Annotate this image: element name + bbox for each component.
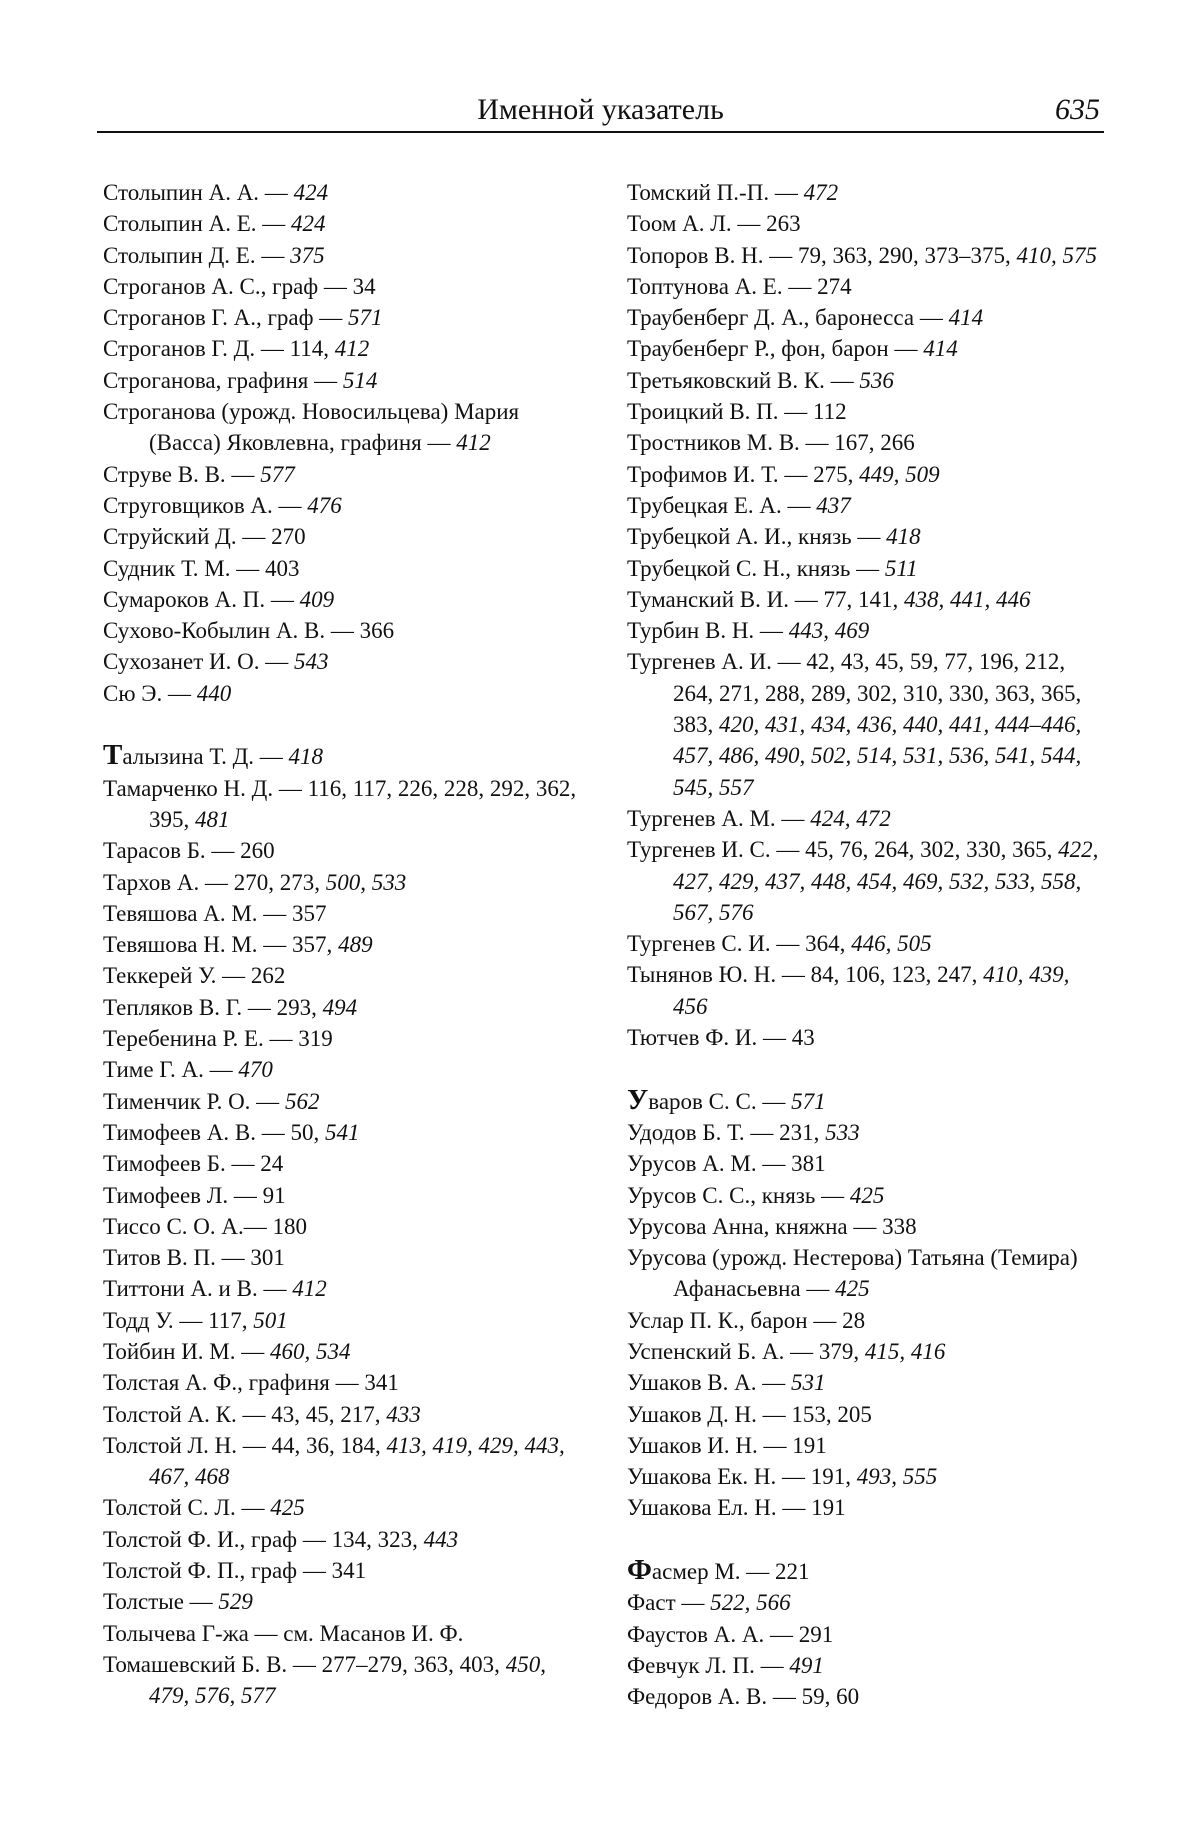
entry-text: Строганова, графиня — [103,367,343,393]
index-entry [627,396,1107,427]
entry-text: Фаустов А. А. — 291 [627,1621,834,1647]
index-entry [103,1649,583,1712]
entry-text: Судник Т. М. — 403 [103,555,300,581]
index-entry [103,459,583,490]
index-entry [103,302,583,333]
entry-text: Титов В. П. — 301 [103,1245,285,1271]
entry-pages: 418 [886,524,921,550]
entry-pages: 443, 469 [788,618,870,644]
running-title: Именной указатель [477,93,724,126]
index-entry [103,867,583,898]
index-entry [627,834,1107,928]
entry-text: Тоом А. Л. — 263 [627,211,801,237]
section-gap [627,1524,1107,1555]
entry-text: Толстой А. К. — 43, 45, 217, [103,1401,387,1427]
entry-pages: 409 [299,586,335,612]
entry-text: Струговщиков А. — [103,492,308,518]
section-gap [103,709,583,740]
entry-pages: 412 [334,336,370,362]
entry-text: Федоров А. В. — 59, 60 [627,1684,860,1710]
index-entry [627,1681,1107,1712]
entry-pages: 413, 419, 429, 443, 467, 468 [149,1432,565,1490]
entry-pages: 437 [816,492,851,518]
entry-text: Толстая А. Ф., графиня — 341 [103,1370,399,1396]
entry-pages: 491 [789,1652,824,1678]
entry-pages: 481 [195,806,230,832]
entry-pages: 414 [948,305,984,331]
index-entry [627,177,1107,208]
index-entry [103,1399,583,1430]
entry-pages: 514 [342,367,378,393]
entry-text: Ушаков И. Н. — 191 [627,1432,827,1458]
entry-text: Трофимов И. Т. — 275, [627,461,860,487]
entry-text: Тынянов Ю. Н. — 84, 106, 123, 247, [627,962,984,988]
section-gap [627,1053,1107,1084]
index-entry [627,959,1107,1022]
entry-text: Третьяковский В. К. — [627,367,860,393]
index-entry [103,740,583,772]
index-entry [103,615,583,646]
entry-text: Тепляков В. Г. — 293, [103,994,323,1020]
index-entry [103,1023,583,1054]
entry-text: Тименчик Р. О. — [103,1088,285,1114]
entry-text: Толстой Ф. И., граф — 134, 323, [103,1526,424,1552]
entry-pages: 424, 472 [810,805,891,831]
index-entry [103,1336,583,1367]
index-entry [627,208,1107,239]
entry-pages: 418 [288,744,324,770]
index-entry [103,521,583,552]
entry-pages: 531 [791,1370,826,1396]
entry-text: Строганов Г. А., граф — [103,305,349,331]
entry-text: Тимофеев Л. — 91 [103,1182,286,1208]
index-entry [627,302,1107,333]
entry-text: Услар П. К., барон — 28 [627,1307,866,1333]
index-entry [103,646,583,677]
entry-text: Толстые — [103,1589,219,1615]
index-entry [103,584,583,615]
entry-text: Теребенина Р. Е. — 319 [103,1026,333,1052]
entry-pages: 424 [291,211,326,237]
entry-pages: 501 [253,1307,288,1333]
index-entry [627,1430,1107,1461]
entry-text: Ушаков В. А. — [627,1370,791,1396]
entry-pages: 414 [923,336,958,362]
entry-text: Сумароков А. П. — [103,586,300,612]
entry-text: Тростников М. В. — 167, 266 [627,430,915,456]
index-entry [103,333,583,364]
entry-text: Строганов А. С., граф — 34 [103,273,376,299]
index-entry [627,1587,1107,1618]
index-entry [103,929,583,960]
index-entry [103,365,583,396]
index-entry [103,208,583,239]
entry-text: Траубенберг Р., фон, барон — [627,336,924,362]
entry-pages: 412 [456,430,491,456]
entry-pages: 541 [324,1119,360,1145]
section-initial: У [627,1083,649,1116]
index-entry [627,1650,1107,1681]
entry-text: Сю Э. — [103,680,197,706]
index-entry [103,678,583,709]
entry-text: Трубецкая Е. А. — [627,492,817,518]
index-entry [627,1022,1107,1053]
index-entry [627,1461,1107,1492]
index-entry [627,1555,1107,1587]
entry-pages: 450, 479, 576, 577 [149,1651,546,1709]
entry-pages: 412 [292,1276,327,1302]
entry-pages: 500, 533 [325,869,407,895]
index-entry [627,1619,1107,1650]
entry-pages: 493, 555 [856,1464,938,1490]
entry-text: Урусов А. М. — 381 [627,1151,826,1177]
index-entry [627,1399,1107,1430]
section-initial: Т [103,739,123,772]
section-initial: Ф [627,1554,652,1587]
entry-pages: 446, 505 [851,931,932,957]
entry-text: Троицкий В. П. — 112 [627,399,847,425]
index-entry [103,1148,583,1179]
entry-pages: 425 [849,1182,885,1208]
entry-pages: 494 [322,994,358,1020]
entry-pages: 433 [386,1401,421,1427]
entry-text: Столыпин Д. Е. — [103,242,291,268]
index-entry [103,1242,583,1273]
entry-pages: 536 [859,367,894,393]
entry-text: Строганов Г. Д. — 114, [103,336,335,362]
entry-text: Урусова Анна, княжна — 338 [627,1213,917,1239]
entry-pages: 375 [290,242,325,268]
index-entry [103,1054,583,1085]
entry-text: Толстой Л. Н. — 44, 36, 184, [103,1432,387,1458]
right-column [627,177,1107,1713]
entry-text: Толстой Ф. П., граф — 341 [103,1558,367,1584]
entry-text: Тевяшова А. М. — 357 [103,900,327,926]
entry-text: Трубецкой А. И., князь — [627,524,887,550]
entry-text: Тимофеев Б. — 24 [103,1151,284,1177]
index-entry [103,1367,583,1398]
entry-text: Томский П.-П. — [627,180,804,205]
index-entry [103,1117,583,1148]
entry-text: Тархов А. — 270, 273, [103,869,326,895]
entry-text: Столыпин А. А. — [103,180,294,205]
entry-pages: 425 [835,1276,870,1302]
entry-text: варов С. С. — [648,1088,792,1114]
entry-text: асмер М. — 221 [651,1559,810,1585]
index-entry [627,1492,1107,1523]
entry-text: Струйский Д. — 270 [103,524,306,550]
page-number: 635 [1055,93,1100,126]
index-entry [627,490,1107,521]
index-entry [103,898,583,929]
index-entry [103,773,583,836]
entry-pages: 410, 439, 456 [673,962,1070,1019]
index-entry [103,835,583,866]
index-entry [627,1148,1107,1179]
entry-pages: 472 [803,180,839,205]
index-entry [103,240,583,271]
entry-text: Томашевский Б. В. — 277–279, 363, 403, [103,1651,506,1677]
index-entry [103,1492,583,1523]
index-entry [627,1085,1107,1117]
index-entry [627,584,1107,615]
entry-text: Толстой С. Л. — [103,1495,271,1521]
left-column [103,177,583,1712]
entry-text: Трубецкой С. Н., князь — [627,555,885,581]
index-entry [627,271,1107,302]
entry-text: Урусова (урожд. Нестерова) Татьяна (Темира) Афанасьевна — [627,1245,1078,1302]
entry-text: Титтони А. и В. — [103,1276,293,1302]
index-entry [103,553,583,584]
entry-text: Урусов С. С., князь — [627,1182,850,1208]
index-entry [627,803,1107,834]
entry-pages: 420, 431, 434, 436, 440, 441, 444–446, 457, 486, 490, 502, 514, 531, 536, 541, 544, 545, 557 [673,712,1082,800]
index-entry [627,1242,1107,1305]
index-entry [103,271,583,302]
entry-pages: 443 [423,1526,459,1552]
index-entry [627,427,1107,458]
index-entry [103,1430,583,1493]
entry-pages: 562 [284,1088,320,1114]
index-entry [103,1273,583,1304]
entry-text: Тютчев Ф. И. — 43 [627,1025,815,1051]
index-entry [627,459,1107,490]
entry-text: Туманский В. И. — 77, 141, [627,586,904,612]
entry-text: Траубенберг Д. А., баронесса — [627,305,949,331]
index-entry [103,1086,583,1117]
index-entry [103,1524,583,1555]
index-entry [627,240,1107,271]
index-entry [627,553,1107,584]
entry-pages: 410, 575 [1016,242,1097,268]
entry-pages: 422, 427, 429, 437, 448, 454, 469, 532, 533, 558, 567, 576 [673,837,1099,925]
header-rule [97,131,1104,133]
entry-text: Столыпин А. Е. — [103,211,291,237]
entry-pages: 470 [238,1057,273,1083]
index-entry [103,396,583,459]
index-entry [627,521,1107,552]
index-entry [627,1336,1107,1367]
entry-text: Топтунова А. Е. — 274 [627,273,852,299]
index-entry [627,1117,1107,1148]
index-entry [627,333,1107,364]
entry-pages: 511 [884,555,918,581]
entry-text: Турбин В. Н. — [627,618,789,644]
entry-text: Тургенев И. С. — 45, 76, 264, 302, 330, 365, [627,837,1059,863]
entry-pages: 460, 534 [270,1338,351,1364]
entry-pages: 571 [791,1088,826,1114]
entry-text: Тургенев С. И. — 364, [627,931,852,957]
entry-pages: 571 [348,305,383,331]
entry-text: Удодов Б. Т. — 231, [627,1119,826,1145]
index-entry [103,490,583,521]
entry-text: Тиме Г. А. — [103,1057,239,1083]
entry-pages: 529 [218,1589,253,1615]
entry-pages: 543 [293,649,329,675]
entry-text: Успенский Б. А. — 379, [627,1338,865,1364]
entry-pages: 476 [307,492,342,518]
entry-pages: 533 [825,1119,860,1145]
entry-text: Сухово-Кобылин А. В. — 366 [103,618,395,644]
index-entry [627,928,1107,959]
entry-text: Тургенев А. М. — [627,805,811,831]
entry-text: Тарасов Б. — 260 [103,838,275,864]
entry-text: Ушаков Д. Н. — 153, 205 [627,1401,872,1427]
entry-pages: 424 [293,180,329,205]
entry-pages: 415, 416 [864,1338,946,1364]
entry-text: Ушакова Ек. Н. — 191, [627,1464,857,1490]
index-entry [627,646,1107,802]
entry-pages: 489 [338,932,373,958]
entry-pages: 440 [196,680,232,706]
index-entry [627,365,1107,396]
entry-text: Тамарченко Н. Д. — 116, 117, 226, 228, 292, 362, 395, [103,775,577,832]
index-entry [103,1618,583,1649]
entry-text: Ушакова Ел. Н. — 191 [627,1495,846,1521]
entry-text: Толычева Г-жа — см. Масанов И. Ф. [103,1620,464,1646]
entry-text: Тимофеев А. В. — 50, [103,1119,325,1145]
entry-text: Теккерей У. — 262 [103,963,286,989]
page-header [97,90,1104,130]
entry-pages: 577 [260,461,295,487]
entry-pages: 438, 441, 446 [903,586,1031,612]
index-entry [103,1555,583,1586]
index-entry [103,177,583,208]
entry-text: Строганова (урожд. Новосильцева) Мария (Васса) Яковлевна, графиня — [103,399,520,456]
entry-text: Тевяшова Н. М. — 357, [103,932,339,958]
index-entry [627,1367,1107,1398]
index-entry [103,1586,583,1617]
index-entry [103,992,583,1023]
index-entry [627,1305,1107,1336]
entry-text: Струве В. В. — [103,461,261,487]
index-entry [103,960,583,991]
entry-text: Фаст — [627,1590,711,1616]
entry-pages: 522, 566 [710,1590,791,1616]
entry-text: Февчук Л. П. — [627,1652,790,1678]
index-entry [627,1180,1107,1211]
entry-text: Тодд У. — 117, [103,1307,254,1333]
entry-text: Топоров В. Н. — 79, 363, 290, 373–375, [627,242,1017,268]
entry-pages: 425 [270,1495,305,1521]
entry-text: Тургенев А. И. — 42, 43, 45, 59, 77, 196, 212, 264, 271, 288, 289, 302, 310, 330, 363, 365, 383, [627,649,1082,738]
entry-pages: 449, 509 [859,461,940,487]
index-entry [103,1211,583,1242]
entry-text: Сухозанет И. О. — [103,649,294,675]
entry-text: Тойбин И. М. — [103,1338,271,1364]
index-entry [627,615,1107,646]
index-entry [103,1305,583,1336]
index-entry [627,1211,1107,1242]
index-entry [103,1180,583,1211]
entry-text: алызина Т. Д. — [122,744,289,770]
entry-text: Тиссо С. О. А.— 180 [103,1213,308,1239]
